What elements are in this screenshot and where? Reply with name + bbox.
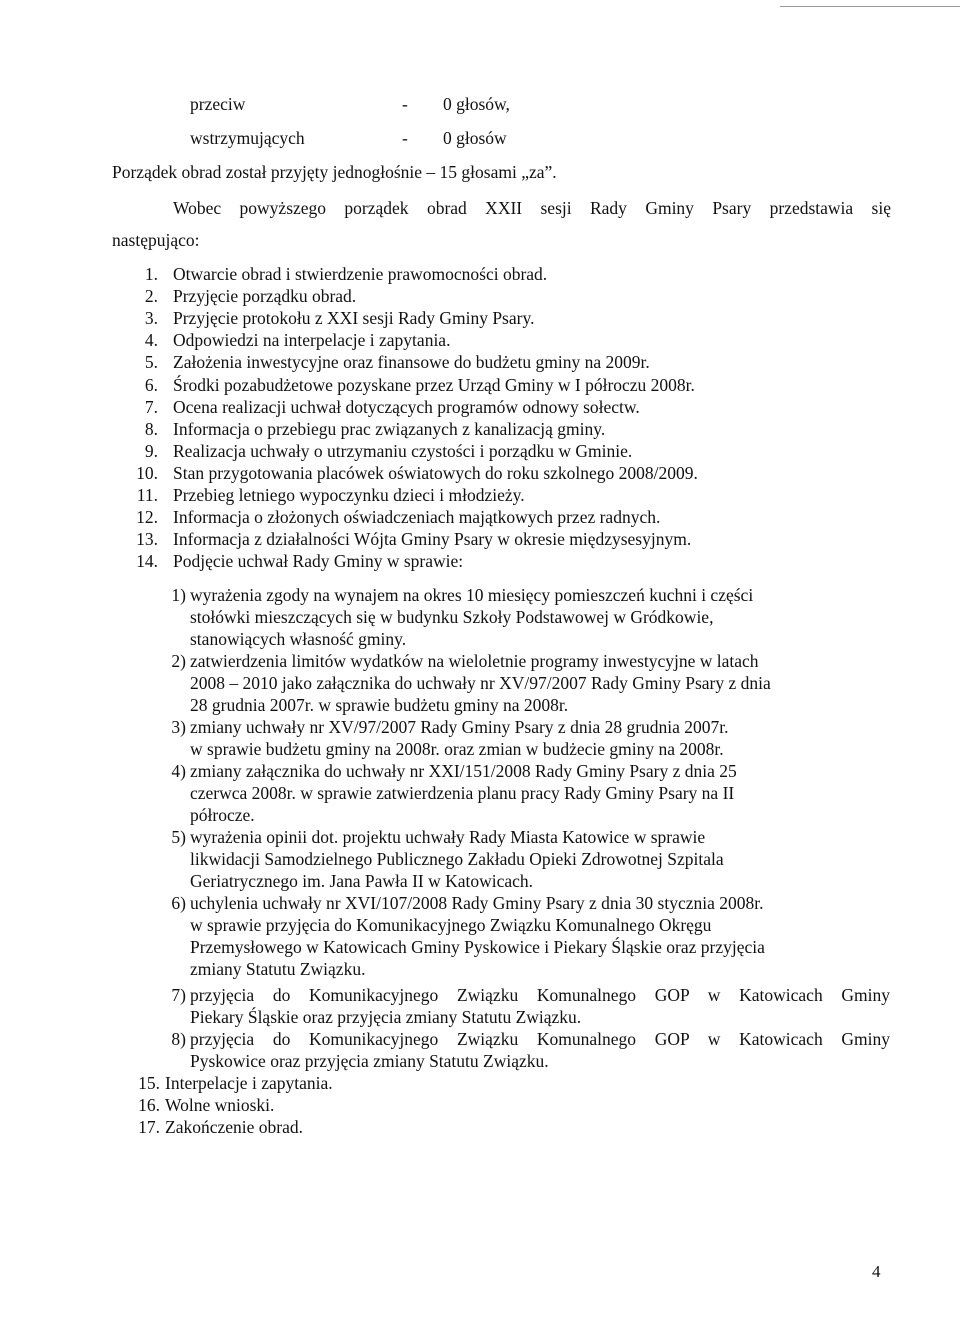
resolution-item-line: stołówki mieszczących się w budynku Szkoły Podstawowej w Gródkowie, — [190, 607, 714, 627]
agenda-item-text: Zakończenie obrad. — [165, 1117, 303, 1138]
agenda-item-text: Przyjęcie protokołu z XXI sesji Rady Gminy Psary. — [173, 308, 535, 329]
agenda-item-text: Interpelacje i zapytania. — [165, 1073, 333, 1093]
resolution-item-line: Piekary Śląskie oraz przyjęcia zmiany Statutu Związku. — [190, 1007, 582, 1027]
resolution-item-line: wyrażenia opinii dot. projektu uchwały Rady Miasta Katowice w sprawie — [190, 827, 706, 847]
agenda-item-text: Środki pozabudżetowe pozyskane przez Urząd Gminy w I półroczu 2008r. — [173, 374, 695, 395]
agenda-item-number: 17. — [138, 1117, 160, 1138]
agenda-item-number: 16. — [138, 1095, 160, 1116]
agenda-item-number: 1. — [144, 264, 158, 284]
agenda-item-text: Przebieg letniego wypoczynku dzieci i młodzieży. — [173, 485, 525, 505]
agenda-item-text: Podjęcie uchwał Rady Gminy w sprawie: — [173, 551, 464, 572]
vote-abstain-value: 0 głosów — [443, 128, 507, 148]
resolution-item-number: 3) — [171, 717, 186, 737]
resolution-item-number: 8) — [171, 1029, 186, 1049]
agenda-item-text: Wolne wnioski. — [165, 1095, 275, 1116]
resolution-item-line: w sprawie przyjęcia do Komunikacyjnego Związku Komunalnego Okręgu — [190, 915, 712, 935]
resolution-item-number: 6) — [171, 893, 186, 913]
top-rule — [780, 6, 960, 7]
agenda-item-number: 14. — [136, 551, 158, 572]
agenda-item-number: 15. — [138, 1073, 160, 1093]
agenda-item-text: Stan przygotowania placówek oświatowych do roku szkolnego 2008/2009. — [173, 462, 698, 483]
agenda-item-number: 6. — [144, 374, 158, 395]
agenda-item-number: 9. — [144, 440, 158, 461]
agenda-item-text: Ocena realizacji uchwał dotyczących programów odnowy sołectw. — [173, 396, 640, 417]
resolution-item-line: Pyskowice oraz przyjęcia zmiany Statutu Związku. — [190, 1051, 549, 1071]
resolution-item-number: 7) — [171, 985, 186, 1005]
resolution-item-number: 4) — [171, 761, 186, 781]
agenda-item-text: Otwarcie obrad i stwierdzenie prawomocności obrad. — [173, 264, 548, 284]
vote-against-value: 0 głosów, — [443, 94, 510, 114]
agenda-item-number: 11. — [136, 485, 158, 505]
resolution-item-line: likwidacji Samodzielnego Publicznego Zakładu Opieki Zdrowotnej Szpitala — [190, 849, 724, 869]
agenda-item-text: Informacja o złożonych oświadczeniach majątkowych przez radnych. — [173, 507, 661, 528]
agenda-item-number: 2. — [144, 286, 158, 307]
resolution-item-number: 5) — [171, 827, 186, 847]
resolution-item-number: 1) — [171, 585, 186, 605]
agenda-item-text: Założenia inwestycyjne oraz finansowe do budżetu gminy na 2009r. — [173, 352, 650, 373]
resolution-item-number: 2) — [171, 651, 186, 671]
resolution-item-line: przyjęcia do Komunikacyjnego Związku Komunalnego GOP w Katowicach Gminy — [190, 1029, 890, 1049]
resolution-item-line: zatwierdzenia limitów wydatków na wieloletnie programy inwestycyjne w latach — [190, 651, 759, 671]
vote-abstain-label: wstrzymujących — [190, 128, 305, 148]
agenda-item-text: Przyjęcie porządku obrad. — [173, 286, 357, 307]
vote-against-label: przeciw — [190, 94, 246, 114]
intro-line-2: następująco: — [112, 230, 200, 250]
agenda-item-number: 5. — [144, 352, 158, 373]
resolution-item-line: przyjęcia do Komunikacyjnego Związku Komunalnego GOP w Katowicach Gminy — [190, 985, 890, 1005]
agenda-item-text: Odpowiedzi na interpelacje i zapytania. — [173, 330, 451, 351]
vote-against-dash: - — [402, 94, 408, 114]
agenda-item-number: 3. — [144, 308, 158, 329]
agenda-item-text: Informacja z działalności Wójta Gminy Psary w okresie międzysesyjnym. — [173, 529, 692, 550]
agenda-item-number: 12. — [136, 507, 158, 528]
agenda-item-number: 10. — [136, 462, 158, 483]
vote-abstain-dash: - — [402, 128, 408, 148]
resolution-item-line: czerwca 2008r. w sprawie zatwierdzenia planu pracy Rady Gminy Psary na II — [190, 783, 735, 803]
resolution-item-line: zmiany uchwały nr XV/97/2007 Rady Gminy Psary z dnia 28 grudnia 2007r. — [190, 717, 729, 737]
resolution-item-line: Przemysłowego w Katowicach Gminy Pyskowice i Piekary Śląskie oraz przyjęcia — [190, 937, 765, 957]
page-number: 4 — [872, 1262, 881, 1281]
resolution-item-line: stanowiących własność gminy. — [190, 629, 407, 649]
agenda-item-number: 8. — [144, 418, 158, 439]
resolution-item-line: wyrażenia zgody na wynajem na okres 10 miesięcy pomieszczeń kuchni i części — [190, 585, 754, 605]
resolution-item-line: 28 grudnia 2007r. w sprawie budżetu gminy na 2008r. — [190, 695, 569, 715]
adoption-text: Porządek obrad został przyjęty jednogłośnie – 15 głosami „za”. — [112, 162, 557, 182]
agenda-item-number: 13. — [136, 529, 158, 550]
intro-line-1: Wobec powyższego porządek obrad XXII sesji Rady Gminy Psary przedstawia się — [173, 198, 891, 218]
agenda-item-text: Realizacja uchwały o utrzymaniu czystości i porządku w Gminie. — [173, 440, 633, 461]
resolution-item-line: 2008 – 2010 jako załącznika do uchwały nr XV/97/2007 Rady Gminy Psary z dnia — [190, 673, 771, 693]
resolution-item-line: w sprawie budżetu gminy na 2008r. oraz zmian w budżecie gminy na 2008r. — [190, 739, 724, 759]
resolution-item-line: uchylenia uchwały nr XVI/107/2008 Rady Gminy Psary z dnia 30 stycznia 2008r. — [190, 893, 764, 913]
agenda-item-number: 7. — [144, 396, 158, 417]
resolution-item-line: zmiany załącznika do uchwały nr XXI/151/2008 Rady Gminy Psary z dnia 25 — [190, 761, 737, 781]
resolution-item-line: półrocze. — [190, 805, 255, 825]
resolution-item-line: zmiany Statutu Związku. — [190, 959, 366, 979]
agenda-item-text: Informacja o przebiegu prac związanych z kanalizacją gminy. — [173, 418, 606, 439]
resolution-item-line: Geriatrycznego im. Jana Pawła II w Katowicach. — [190, 871, 534, 891]
agenda-item-number: 4. — [144, 330, 158, 351]
